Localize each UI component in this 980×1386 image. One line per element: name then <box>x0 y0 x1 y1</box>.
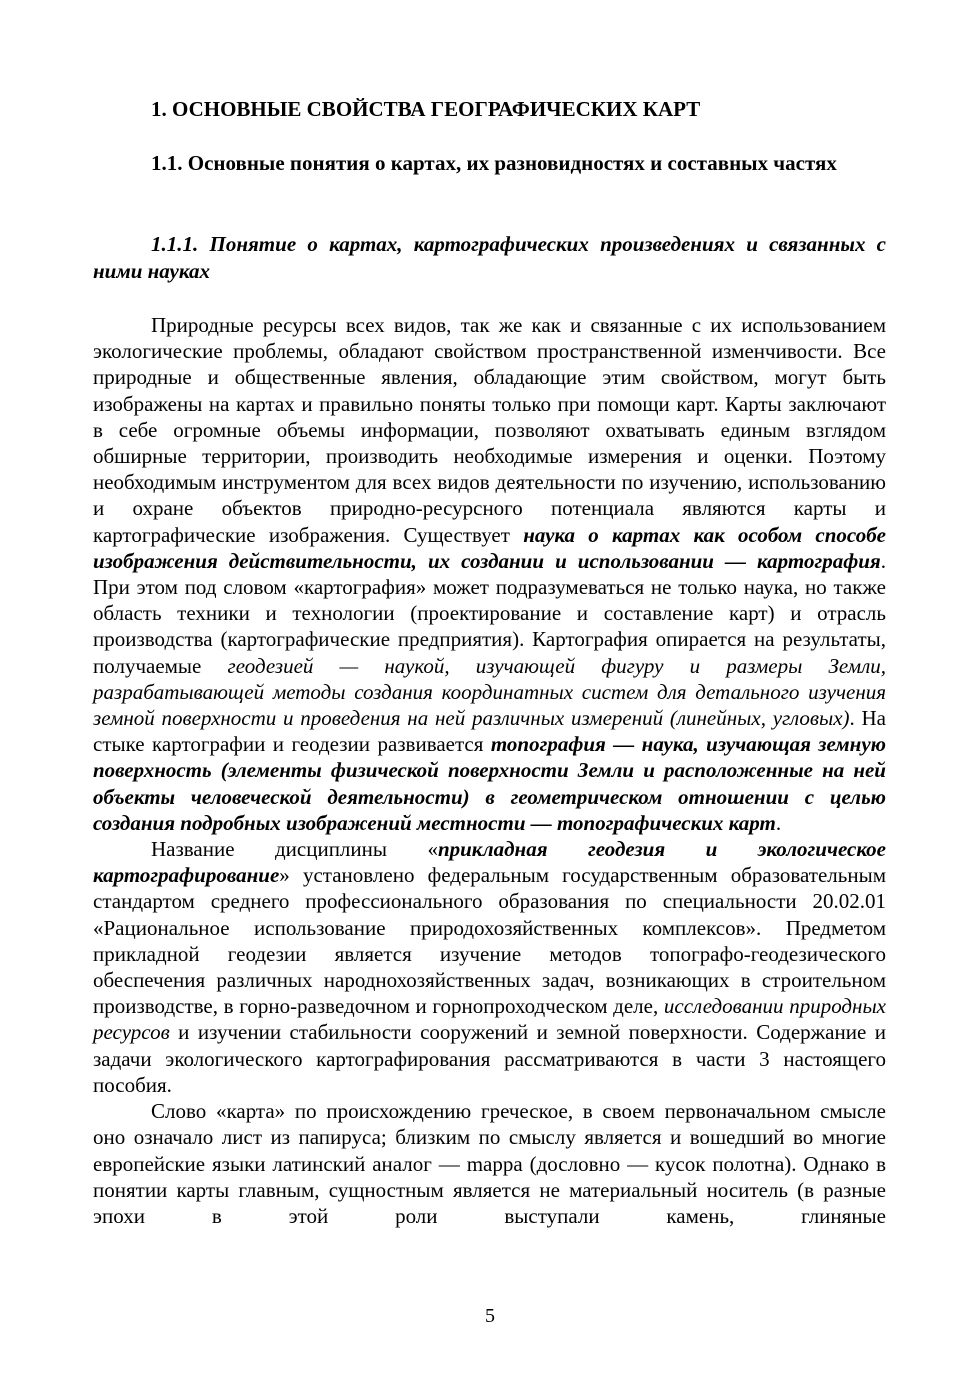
p2-text-1: Название дисциплины « <box>151 837 438 862</box>
p1-text-1: Природные ресурсы всех видов, так же как и связанные с их использованием экологические проблемы, обладают свойством пространственной изменчивости. Все природные и общественные явления, обладающие этим свойством, могут быть изображены на картах и правильно поняты только при помощи карт. Карты заключают в себе огромные объемы информации, позволяют охватывать единым взглядом обширные территории, производить необходимые измерения и оценки. Поэтому необходимым инструментом для всех видов деятельности по изучению, использованию и охране объектов природно-ресурсного потенциала являются карты и картографические изображения. Существует <box>93 313 886 547</box>
paragraph-3 <box>93 1098 886 1229</box>
chapter-heading: 1. ОСНОВНЫЕ СВОЙСТВА ГЕОГРАФИЧЕСКИХ КАРТ <box>151 97 701 121</box>
p1-text-3: . На стыке картографии и геодезии развивается <box>93 706 886 757</box>
p2-text-2: » установлено федеральным государственным образовательным стандартом среднего профессионального образования по специальности 20.02.01 «Рациональное использование природохозяйственных комплексов». Предметом прикладной геодезии является изучение методов топографо-геодезического обеспечения различных народнохозяйственных задач, возникающих в строительном производстве, в горно-разведочном и горнопроходческом деле, <box>93 863 886 1019</box>
paragraph-2 <box>93 836 886 1098</box>
p2-text-3: и изучении стабильности сооружений и земной поверхности. Содержание и задачи экологического картографирования рассматриваются в части 3 настоящего пособия. <box>93 1020 886 1097</box>
p2-term-resources: исследовании природных ресурсов <box>93 994 886 1045</box>
p1-text-2: . При этом под словом «картография» может подразумеваться не только наука, но также область техники и технологии (проектирование и составление карт) и отрасль производства (картографические предприятия). Картография опирается на результаты, получаемые <box>93 548 886 678</box>
p1-term-cartography: наука о картах как особом способе изображения действительности, их создании и использовании — картография <box>93 522 886 573</box>
body-text <box>93 312 886 1229</box>
p1-term-topography: топография — наука, изучающая земную поверхность (элементы физической поверхности Земли и расположенные на ней объекты человеческой деятельности) в геометрическом отношении с целью создания подробных изображений местности — топографических карт <box>93 732 886 835</box>
paragraph-1 <box>93 312 886 836</box>
subsection-heading: 1.1.1. Понятие о картах, картографических произведениях и связанных с ними науках <box>93 232 886 283</box>
page-number: 5 <box>485 1305 495 1327</box>
p1-text-4: . <box>775 810 782 835</box>
p1-term-geodesy: геодезией — наукой, изучающей фигуру и размеры Земли, разрабатывающей методы создания координатных систем для детального изучения земной поверхности и проведения на ней различных измерений (линейных, угловых) <box>93 653 886 731</box>
p3-text-1: Слово «карта» по происхождению греческое, в своем первоначальном смысле оно означало лист из папируса; близким по смыслу является и вошедший во многие европейские языки латинский аналог — mappa (дословно — кусок полотна). Однако в понятии карты главным, сущностным является не материальный носитель (в разные эпохи в этой роли выступали камень, глиняные <box>93 1099 886 1228</box>
section-heading: 1.1. Основные понятия о картах, их разновидностях и составных частях <box>151 151 837 175</box>
p2-term-discipline: прикладная геодезия и экологическое картографирование <box>93 837 886 888</box>
